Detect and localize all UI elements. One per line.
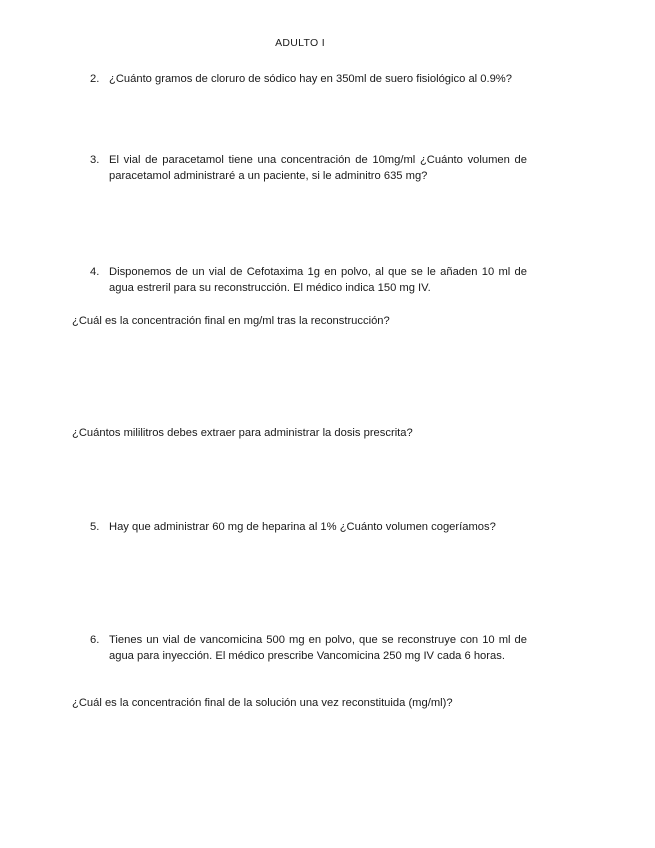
question-text: ¿Cuál es la concentración final de la solución una vez reconstituida (mg/ml)? — [72, 697, 453, 709]
item-text: Tienes un vial de vancomicina 500 mg en polvo, que se reconstruye con 10 ml de agua para inyección. El médico prescribe Vancomicina 250 mg IV cada 6 horas. — [109, 634, 527, 662]
item-text: Disponemos de un vial de Cefotaxima 1g en polvo, al que se le añaden 10 ml de agua estreril para su reconstrucción. El médico indica 150 mg IV. — [109, 266, 527, 294]
item-number: 3. — [90, 154, 100, 166]
list-item — [90, 520, 527, 536]
list-item — [90, 633, 527, 664]
item-text: Hay que administrar 60 mg de heparina al 1% ¿Cuánto volumen cogeríamos? — [109, 521, 496, 533]
item-number: 2. — [90, 73, 100, 85]
page-title: ADULTO I — [275, 37, 325, 49]
list-item — [90, 153, 527, 184]
list-item — [90, 265, 527, 296]
item-text: ¿Cuánto gramos de cloruro de sódico hay en 350ml de suero fisiológico al 0.9%? — [109, 73, 512, 85]
item-number: 6. — [90, 634, 100, 646]
question-text: ¿Cuál es la concentración final en mg/ml tras la reconstrucción? — [72, 315, 390, 327]
list-item — [90, 72, 527, 88]
item-number: 5. — [90, 521, 100, 533]
item-number: 4. — [90, 266, 100, 278]
item-text: El vial de paracetamol tiene una concentración de 10mg/ml ¿Cuánto volumen de paracetamol administraré a un paciente, si le adminitro 635 mg? — [109, 154, 527, 182]
question-text: ¿Cuántos mililitros debes extraer para administrar la dosis prescrita? — [72, 427, 413, 439]
